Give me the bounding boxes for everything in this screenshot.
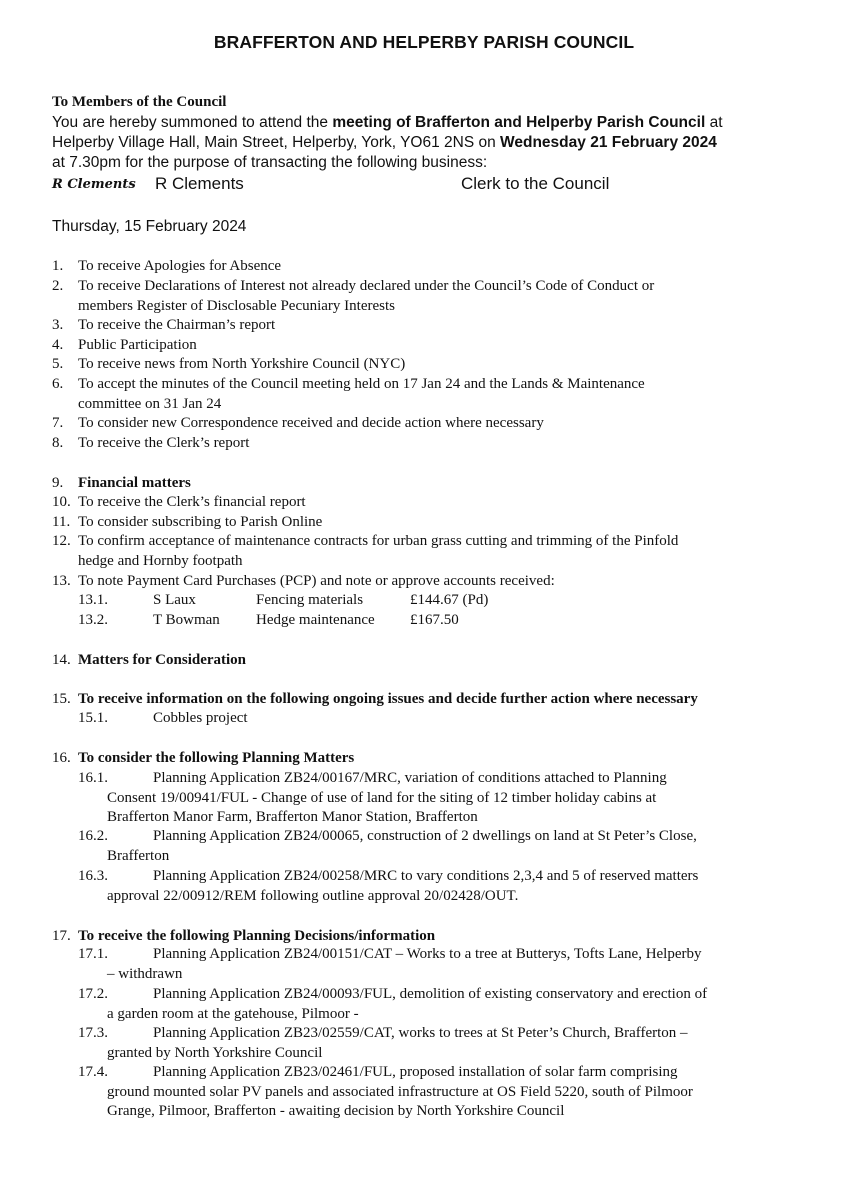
planning_decisions-text: Planning Application ZB23/02559/CAT, works to trees at St Peter’s Church, Brafferton – (153, 1025, 688, 1041)
agenda-item-text: Public Participation (78, 337, 197, 353)
summons-line-2 (52, 134, 717, 152)
signature: R Clements (52, 177, 136, 192)
agenda-item-text: To consider subscribing to Parish Online (78, 514, 323, 530)
agenda-item-number: 2. (52, 278, 64, 294)
agenda-item-text: To receive the Clerk’s report (78, 435, 250, 451)
agenda-item-text: To receive news from North Yorkshire Council (NYC) (78, 356, 406, 372)
agenda-item-number: 12. (52, 533, 71, 549)
agenda-item-number: 3. (52, 317, 64, 333)
document-title: BRAFFERTON AND HELPERBY PARISH COUNCIL (213, 32, 635, 52)
account-amount: £144.67 (Pd) (410, 592, 489, 608)
summons-line-1 (52, 114, 723, 132)
planning_decisions-number: 17.3. (78, 1025, 108, 1041)
account-number: 13.2. (78, 612, 108, 628)
summons-heading: To Members of the Council (52, 94, 227, 110)
signatory-role: Clerk to the Council (461, 174, 610, 193)
meeting-venue: Helperby Village Hall, Main Street, Helperby, York, YO61 2NS on (52, 134, 501, 151)
agenda-item-number: 13. (52, 573, 71, 589)
ongoing-number: 15.1. (78, 710, 108, 726)
summons-date: Thursday, 15 February 2024 (52, 218, 247, 235)
planning_decisions-text-continued: – withdrawn (107, 965, 183, 982)
account-item: Hedge maintenance (256, 612, 375, 628)
summons-text: at (705, 114, 723, 131)
agenda-item-text: To receive the Chairman’s report (78, 317, 276, 333)
agenda-item-number: 5. (52, 356, 64, 372)
account-number: 13.1. (78, 592, 108, 608)
account-payee: T Bowman (153, 612, 220, 628)
agenda-item-text: To receive Apologies for Absence (78, 258, 282, 274)
planning_matters-text-continued: approval 22/00912/REM following outline approval 20/02428/OUT. (107, 887, 519, 904)
agenda-item-number: 10. (52, 494, 71, 510)
agenda-item-number: 14. (52, 652, 71, 668)
agenda-item-text: To receive the Clerk’s financial report (78, 494, 306, 510)
agenda-item-text: To accept the minutes of the Council meeting held on 17 Jan 24 and the Lands & Maintenance (78, 376, 645, 392)
meeting-date: Wednesday 21 February 2024 (500, 134, 717, 151)
planning_decisions-number: 17.2. (78, 986, 108, 1002)
agenda-item-text: To confirm acceptance of maintenance contracts for urban grass cutting and trimming of the Pinfold (78, 533, 679, 549)
agenda-item-number: 4. (52, 337, 64, 353)
agenda-item-text: To note Payment Card Purchases (PCP) and note or approve accounts received: (78, 573, 555, 589)
agenda-item-text: To consider new Correspondence received and decide action where necessary (78, 415, 544, 431)
agenda-item-text-continued: members Register of Disclosable Pecuniary Interests (78, 297, 395, 314)
planning_matters-text-continued: Brafferton (107, 847, 170, 864)
planning_decisions-text-continued: a garden room at the gatehouse, Pilmoor - (107, 1005, 359, 1022)
agenda-item-number: 15. (52, 691, 71, 707)
planning_matters-text: Planning Application ZB24/00065, construction of 2 dwellings on land at St Peter’s Close, (153, 828, 697, 844)
meeting-name: meeting of Brafferton and Helperby Parish Council (332, 114, 706, 131)
account-amount: £167.50 (410, 612, 459, 628)
agenda-item-number: 8. (52, 435, 64, 451)
planning_decisions-text: Planning Application ZB23/02461/FUL, proposed installation of solar farm comprising (153, 1064, 678, 1080)
agenda-item-number: 1. (52, 258, 64, 274)
planning_matters-text-continued: Brafferton Manor Farm, Brafferton Manor Station, Brafferton (107, 809, 478, 826)
agenda-item-number: 16. (52, 750, 71, 766)
signatory-name: R Clements (155, 174, 244, 193)
agenda-item-number: 6. (52, 376, 64, 392)
agenda-item-number: 17. (52, 928, 71, 944)
account-payee: S Laux (153, 592, 196, 608)
planning_decisions-text: Planning Application ZB24/00151/CAT – Works to a tree at Butterys, Tofts Lane, Helperby (153, 946, 702, 962)
planning_decisions-text-continued: Grange, Pilmoor, Brafferton - awaiting decision by North Yorkshire Council (107, 1103, 565, 1120)
planning_matters-number: 16.1. (78, 770, 108, 786)
planning_decisions-text-continued: ground mounted solar PV panels and associated infrastructure at OS Field 5220, south of Pilmoor (107, 1083, 693, 1100)
planning_decisions-text-continued: granted by North Yorkshire Council (107, 1044, 323, 1061)
agenda-item-text: To receive the following Planning Decisions/information (78, 928, 436, 944)
agenda-item-text: To receive Declarations of Interest not already declared under the Council’s Code of Conduct or (78, 278, 655, 294)
agenda-item-text: To receive information on the following ongoing issues and decide further action where necessary (78, 691, 698, 707)
agenda-item-text-continued: hedge and Hornby footpath (78, 552, 243, 569)
summons-line-3: at 7.30pm for the purpose of transacting the following business: (52, 154, 488, 171)
agenda-item-number: 11. (52, 514, 71, 530)
agenda-item-number: 7. (52, 415, 64, 431)
account-item: Fencing materials (256, 592, 364, 608)
agenda-item-text-continued: committee on 31 Jan 24 (78, 395, 222, 412)
planning_decisions-number: 17.1. (78, 946, 108, 962)
planning_matters-text: Planning Application ZB24/00167/MRC, variation of conditions attached to Planning (153, 770, 667, 786)
agenda-item-text: Financial matters (78, 475, 191, 491)
planning_matters-text-continued: Consent 19/00941/FUL - Change of use of land for the siting of 12 timber holiday cabins at (107, 789, 657, 806)
planning_matters-text: Planning Application ZB24/00258/MRC to vary conditions 2,3,4 and 5 of reserved matters (153, 868, 699, 884)
planning_decisions-number: 17.4. (78, 1064, 108, 1080)
planning_matters-number: 16.2. (78, 828, 108, 844)
planning_matters-number: 16.3. (78, 868, 108, 884)
agenda-item-text: Matters for Consideration (78, 652, 247, 668)
agenda-item-number: 9. (52, 475, 64, 491)
agenda-item-text: To consider the following Planning Matters (78, 750, 355, 766)
summons-text: You are hereby summoned to attend the (52, 114, 333, 131)
planning_decisions-text: Planning Application ZB24/00093/FUL, demolition of existing conservatory and erection of (153, 986, 708, 1002)
ongoing-text: Cobbles project (153, 710, 248, 726)
